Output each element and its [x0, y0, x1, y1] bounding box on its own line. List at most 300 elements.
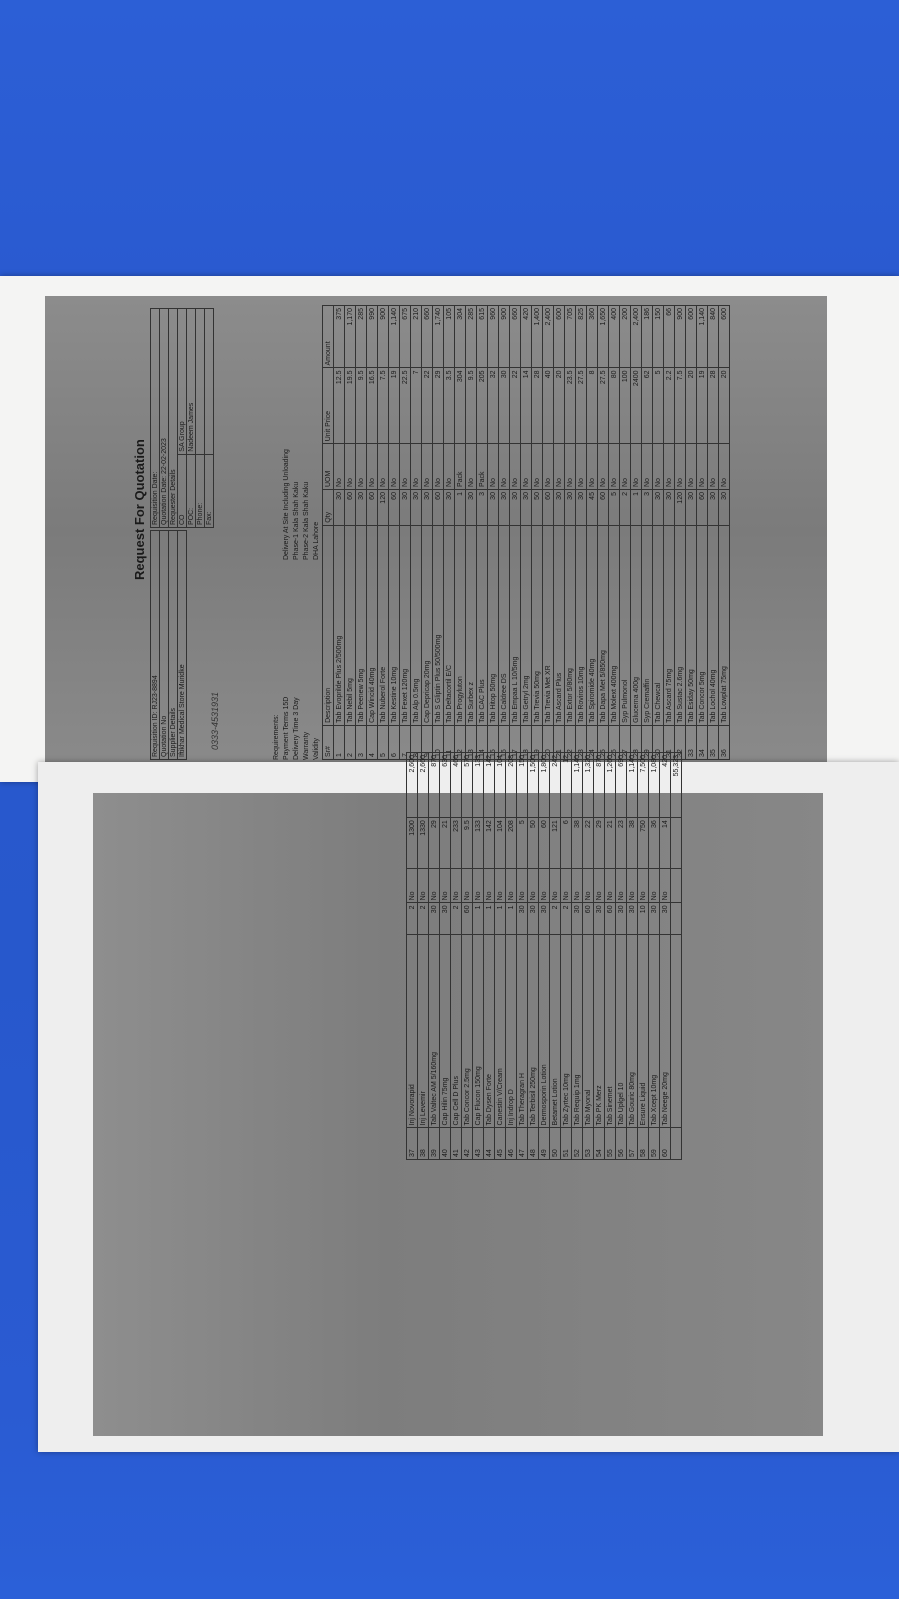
table-cell: Dermosporin Lotion [539, 934, 550, 1127]
table-cell: 825 [576, 306, 587, 368]
table-cell: 133 [473, 753, 484, 818]
table-cell: Tab Roviros 10mg [576, 525, 587, 725]
table-cell: Tab Trevia 50mg [532, 525, 543, 725]
table-cell: No [605, 868, 616, 902]
table-cell: 104 [495, 818, 506, 869]
table-cell: 40 [543, 368, 554, 444]
table-cell: 7 [400, 725, 411, 759]
table-cell: 60 [598, 490, 609, 526]
table-cell: 28 [631, 725, 642, 759]
table-cell: 30 [664, 490, 675, 526]
table-cell: 30 [653, 725, 664, 759]
table-cell: No [686, 444, 697, 490]
table-cell: No [400, 444, 411, 490]
table-cell: Canestin V/Cream [495, 934, 506, 1127]
table-cell: Tab Getryl 2mg [521, 525, 532, 725]
table-cell: 400 [609, 306, 620, 368]
table-cell: 242 [550, 753, 561, 818]
table-row [356, 306, 367, 760]
table-cell: 28 [708, 368, 719, 444]
table-cell: 30 [576, 490, 587, 526]
supplier-info-table [150, 530, 187, 760]
table-cell: 21 [440, 818, 451, 869]
table-cell: 30 [649, 903, 660, 935]
table-cell: 26 [609, 725, 620, 759]
table-cell: 20 [543, 725, 554, 759]
table-cell: 30 [499, 490, 510, 526]
requester-info-row [151, 309, 160, 528]
table-cell: 900 [499, 306, 510, 368]
table-cell: 208 [506, 818, 517, 869]
table-cell: No [367, 444, 378, 490]
table-cell: 1,800 [539, 753, 550, 818]
table-cell: 1,500 [528, 753, 539, 818]
table-cell: 675 [400, 306, 411, 368]
table-cell: 30 [411, 490, 422, 526]
table-cell: Tab Myonal [583, 934, 594, 1127]
requirements-label: Requirements: [273, 714, 280, 760]
table-cell: No [451, 868, 462, 902]
table-row [495, 753, 506, 1160]
table-row [583, 753, 594, 1160]
table-cell: 30 [517, 903, 528, 935]
table-cell: 23.5 [565, 368, 576, 444]
table-cell: 14 [477, 725, 488, 759]
table-cell: 21 [554, 725, 565, 759]
table-cell: 54 [594, 1128, 605, 1160]
table-cell: No [550, 868, 561, 902]
table-row [407, 753, 418, 1160]
requester-info-row [196, 309, 205, 528]
requester-info-label: Requisition Date: [151, 309, 160, 528]
table-cell: 22 [510, 368, 521, 444]
table-cell: 990 [367, 306, 378, 368]
table-cell: 34 [697, 725, 708, 759]
table-cell: 630 [440, 753, 451, 818]
column-header: Description [323, 525, 334, 725]
table-row [649, 753, 660, 1160]
table-cell: 33 [686, 725, 697, 759]
table-cell: Syp Cremaffin [642, 525, 653, 725]
table-row [429, 753, 440, 1160]
table-cell: Tab Nebil 5mg [345, 525, 356, 725]
table-cell: 25 [598, 725, 609, 759]
column-header: Sr# [323, 725, 334, 759]
table-cell: 38 [627, 818, 638, 869]
supplier-info-cell: Requisition ID: RJ23-8894 [151, 531, 160, 760]
table-cell: 1 [484, 903, 495, 935]
table-cell: 30 [572, 903, 583, 935]
table-cell: Tab Theragran H [517, 934, 528, 1127]
table-cell: No [594, 868, 605, 902]
table-cell: Tab Evoprilde Plus 2/500mg [334, 525, 345, 725]
table-cell: 205 [477, 368, 488, 444]
table-cell: Tab Xcept 10mg [649, 934, 660, 1127]
items-table-page-2 [406, 752, 682, 1160]
table-cell: No [407, 868, 418, 902]
table-cell: 30 [444, 490, 455, 526]
table-cell: 8 [411, 725, 422, 759]
table-cell: 142 [484, 753, 495, 818]
table-cell: Tab Ascard 75mg [664, 525, 675, 725]
table-cell: Tab Deltacortil E/C [444, 525, 455, 725]
table-row [451, 753, 462, 1160]
table-cell: 15 [488, 725, 499, 759]
table-cell: 27.5 [576, 368, 587, 444]
table-cell: 1,740 [433, 306, 444, 368]
table-cell: 45 [495, 1128, 506, 1160]
table-cell: 870 [429, 753, 440, 818]
supplier-info-cell: Supplier Details [169, 531, 178, 760]
table-cell: 7.5 [378, 368, 389, 444]
requester-info-value [205, 309, 214, 455]
table-cell: 121 [550, 818, 561, 869]
table-cell: 660 [510, 306, 521, 368]
table-cell: 30 [440, 903, 451, 935]
table-cell: No [561, 868, 572, 902]
table-cell: 1,400 [532, 306, 543, 368]
table-row [664, 306, 675, 760]
table-cell: 600 [686, 306, 697, 368]
table-row [367, 306, 378, 760]
table-cell: No [598, 444, 609, 490]
total-spacer [671, 818, 682, 869]
table-cell: 2 [418, 903, 429, 935]
table-cell: 360 [587, 306, 598, 368]
table-cell: 30 [539, 903, 550, 935]
table-cell: Tab Dysen Forte [484, 934, 495, 1127]
table-cell: 1 [473, 903, 484, 935]
requester-info-value: Nadeem James [187, 309, 196, 455]
table-cell: No [528, 868, 539, 902]
table-cell: Tab Dapa Met 5/850mg [598, 525, 609, 725]
table-cell: 9 [422, 725, 433, 759]
table-cell: No [473, 868, 484, 902]
table-cell: 60 [389, 490, 400, 526]
table-cell: 29 [429, 818, 440, 869]
table-cell: Glucerna 400g [631, 525, 642, 725]
table-cell: Tab Uplgel 10 [616, 934, 627, 1127]
table-cell: 60 [462, 903, 473, 935]
table-cell: 55 [605, 1128, 616, 1160]
table-cell: No [334, 444, 345, 490]
table-row [616, 753, 627, 1160]
table-row [631, 306, 642, 760]
table-cell: 30 [719, 490, 730, 526]
table-row [510, 306, 521, 760]
table-row [620, 306, 631, 760]
table-cell: 23 [576, 725, 587, 759]
table-row [389, 306, 400, 760]
table-cell: No [653, 444, 664, 490]
table-cell: 16.5 [367, 368, 378, 444]
table-cell: 1 [455, 490, 466, 526]
table-cell: Betamet Lotion [550, 934, 561, 1127]
table-cell: 3 [356, 725, 367, 759]
table-cell: 40 [440, 1128, 451, 1160]
table-cell: 9.5 [356, 368, 367, 444]
table-row [587, 306, 598, 760]
table-cell: No [543, 444, 554, 490]
table-row [528, 753, 539, 1160]
table-cell: 1 [506, 903, 517, 935]
table-cell: 210 [411, 306, 422, 368]
table-row [565, 306, 576, 760]
table-cell: Tab Chewcal [653, 525, 664, 725]
table-row [532, 306, 543, 760]
table-cell: 36 [649, 818, 660, 869]
table-cell: 51 [561, 1128, 572, 1160]
table-cell: 20 [554, 368, 565, 444]
table-cell: 30 [499, 368, 510, 444]
table-cell: 5 [653, 368, 664, 444]
table-cell: Tab Peenew 5mg [356, 525, 367, 725]
column-header: Unit Price [323, 368, 334, 444]
table-cell: 19.5 [345, 368, 356, 444]
document-title: Request For Quotation [132, 439, 147, 580]
table-cell: No [631, 444, 642, 490]
table-cell: 30 [653, 490, 664, 526]
table-cell: 44 [484, 1128, 495, 1160]
table-cell: No [378, 444, 389, 490]
table-cell: 150 [517, 753, 528, 818]
table-cell: 7.5 [675, 368, 686, 444]
table-cell: 1300 [407, 818, 418, 869]
table-cell: Tab Progyluton [455, 525, 466, 725]
table-cell: 2,600 [407, 753, 418, 818]
quotation-page-2 [406, 750, 786, 1160]
table-cell: 285 [466, 306, 477, 368]
table-row [642, 306, 653, 760]
table-cell: Tab Lochol 40mg [708, 525, 719, 725]
table-cell: 615 [477, 306, 488, 368]
table-row [440, 753, 451, 1160]
table-cell: 104 [495, 753, 506, 818]
table-cell: 21 [605, 818, 616, 869]
table-cell: 57 [627, 1128, 638, 1160]
table-cell: Tab Nuberol Forte [378, 525, 389, 725]
table-cell: No [554, 444, 565, 490]
table-cell: Tab CAC Plus [477, 525, 488, 725]
table-cell: Tab Lowplat 75mg [719, 525, 730, 725]
table-cell: 30 [594, 903, 605, 935]
table-cell: 29 [642, 725, 653, 759]
table-row [484, 753, 495, 1160]
table-row [550, 753, 561, 1160]
table-cell: Tab Spiromide 40mg [587, 525, 598, 725]
table-cell: 24 [587, 725, 598, 759]
requester-info-label: Quotation Date: 22-02-2023 [160, 309, 169, 528]
table-cell: 50 [528, 818, 539, 869]
table-cell: No [664, 444, 675, 490]
table-cell: 10 [433, 725, 444, 759]
requester-info-label: Fax: [205, 454, 214, 527]
table-cell: 60 [583, 903, 594, 935]
table-cell: 2 [561, 903, 572, 935]
table-cell: 12 [455, 725, 466, 759]
table-row [554, 306, 565, 760]
table-cell: Tab Hitop 50mg [488, 525, 499, 725]
table-cell: Ensure Liquid [638, 934, 649, 1127]
table-cell: 1 [495, 903, 506, 935]
table-cell: Tab Empaa L 10/5mg [510, 525, 521, 725]
table-cell: 600 [719, 306, 730, 368]
table-cell: 60 [605, 903, 616, 935]
table-cell: 375 [334, 306, 345, 368]
table-row [605, 753, 616, 1160]
table-cell: No [583, 868, 594, 902]
requirement-label: Payment Terms 15D [283, 696, 290, 760]
table-cell: No [642, 444, 653, 490]
table-cell: 27 [620, 725, 631, 759]
table-row [719, 306, 730, 760]
table-cell: 1,260 [605, 753, 616, 818]
table-cell: 12 [561, 753, 572, 818]
table-cell: No [444, 444, 455, 490]
table-cell: 50 [550, 1128, 561, 1160]
table-cell: 30 [466, 490, 477, 526]
table-cell: 60 [543, 490, 554, 526]
table-cell: No [466, 444, 477, 490]
table-cell: 2,400 [631, 306, 642, 368]
table-cell: Inj Levemir [418, 934, 429, 1127]
table-cell: 60 [660, 1128, 671, 1160]
table-cell: 31 [664, 725, 675, 759]
table-cell: No [389, 444, 400, 490]
column-header: Amount [323, 306, 334, 368]
table-cell: 29 [433, 368, 444, 444]
table-cell: 420 [660, 753, 671, 818]
table-cell: 16 [499, 725, 510, 759]
table-cell: 29 [594, 818, 605, 869]
total-spacer [671, 903, 682, 935]
table-cell: 133 [473, 818, 484, 869]
supplier-info-row [160, 531, 169, 760]
table-cell: No [649, 868, 660, 902]
table-cell: No [627, 868, 638, 902]
table-row [433, 306, 444, 760]
table-cell: 30 [627, 903, 638, 935]
table-row [708, 306, 719, 760]
table-cell: 5 [378, 725, 389, 759]
table-cell: 60 [345, 490, 356, 526]
table-cell: 2,660 [418, 753, 429, 818]
table-cell: 7 [411, 368, 422, 444]
table-row [521, 306, 532, 760]
supplier-info-row [178, 531, 187, 760]
table-cell: 9.5 [466, 368, 477, 444]
requirements-values [272, 449, 322, 560]
table-cell: 30 [554, 490, 565, 526]
table-cell: 52 [572, 1128, 583, 1160]
requester-info-row [205, 309, 214, 528]
table-cell: 233 [451, 818, 462, 869]
table-cell: 19 [389, 368, 400, 444]
table-cell: 1,140 [389, 306, 400, 368]
table-cell: No [495, 868, 506, 902]
table-cell: Cap Cell D Plus [451, 934, 462, 1127]
requester-info-row [160, 309, 169, 528]
table-row [334, 306, 345, 760]
table-cell: Tab Terbisil 250mg [528, 934, 539, 1127]
table-cell: 870 [594, 753, 605, 818]
table-cell: 50 [532, 490, 543, 526]
table-cell: Tab Caldree DS [499, 525, 510, 725]
table-cell: 120 [378, 490, 389, 526]
table-cell: Tab Sinemet [605, 934, 616, 1127]
table-cell: 2,400 [543, 306, 554, 368]
requirement-label: Warranty [303, 731, 310, 760]
requirements-block [272, 697, 322, 760]
table-cell: No [484, 868, 495, 902]
table-cell: 304 [455, 368, 466, 444]
table-cell: No [660, 868, 671, 902]
table-row [539, 753, 550, 1160]
table-cell: 142 [484, 818, 495, 869]
table-cell: Syp Pulmonol [620, 525, 631, 725]
table-cell: 1 [631, 490, 642, 526]
table-row [675, 306, 686, 760]
requirement-label: Delivery Time 3 Day [293, 697, 300, 760]
table-cell: 59 [649, 1128, 660, 1160]
table-cell: 32 [488, 368, 499, 444]
table-cell: No [521, 444, 532, 490]
table-cell: 705 [565, 306, 576, 368]
table-cell: No [433, 444, 444, 490]
table-row [598, 306, 609, 760]
table-cell: 200 [620, 306, 631, 368]
table-cell: 30 [400, 490, 411, 526]
requester-info-label: POC: [187, 454, 196, 527]
table-cell: 49 [539, 1128, 550, 1160]
column-header: Qty [323, 490, 334, 526]
table-cell: 66 [664, 306, 675, 368]
table-cell: Tab Esiday 50mg [686, 525, 697, 725]
table-row [400, 306, 411, 760]
table-cell: 11 [444, 725, 455, 759]
table-row [653, 306, 664, 760]
table-cell: No [616, 868, 627, 902]
table-row [455, 306, 466, 760]
table-cell: No [499, 444, 510, 490]
requester-info-table [150, 308, 214, 528]
table-cell: 23 [616, 818, 627, 869]
table-cell: 2 [451, 903, 462, 935]
table-cell: No [609, 444, 620, 490]
table-cell: 2 [620, 490, 631, 526]
table-cell: 1,140 [697, 306, 708, 368]
table-cell: 38 [572, 818, 583, 869]
table-cell: 60 [367, 490, 378, 526]
table-row [378, 306, 389, 760]
table-cell: 30 [488, 490, 499, 526]
table-cell: 1,140 [627, 753, 638, 818]
table-cell: No [411, 444, 422, 490]
requester-info-row [178, 309, 187, 528]
requester-info-row [187, 309, 196, 528]
table-row [576, 306, 587, 760]
column-header: UOM [323, 444, 334, 490]
table-cell: 1,320 [583, 753, 594, 818]
table-cell: 46 [506, 1128, 517, 1160]
table-cell: Pack [455, 444, 466, 490]
table-cell: 2400 [631, 368, 642, 444]
table-cell: 600 [554, 306, 565, 368]
table-cell: 30 [429, 903, 440, 935]
table-cell: 2.2 [664, 368, 675, 444]
table-cell: No [418, 868, 429, 902]
table-cell: Tab Fexet 120mg [400, 525, 411, 725]
